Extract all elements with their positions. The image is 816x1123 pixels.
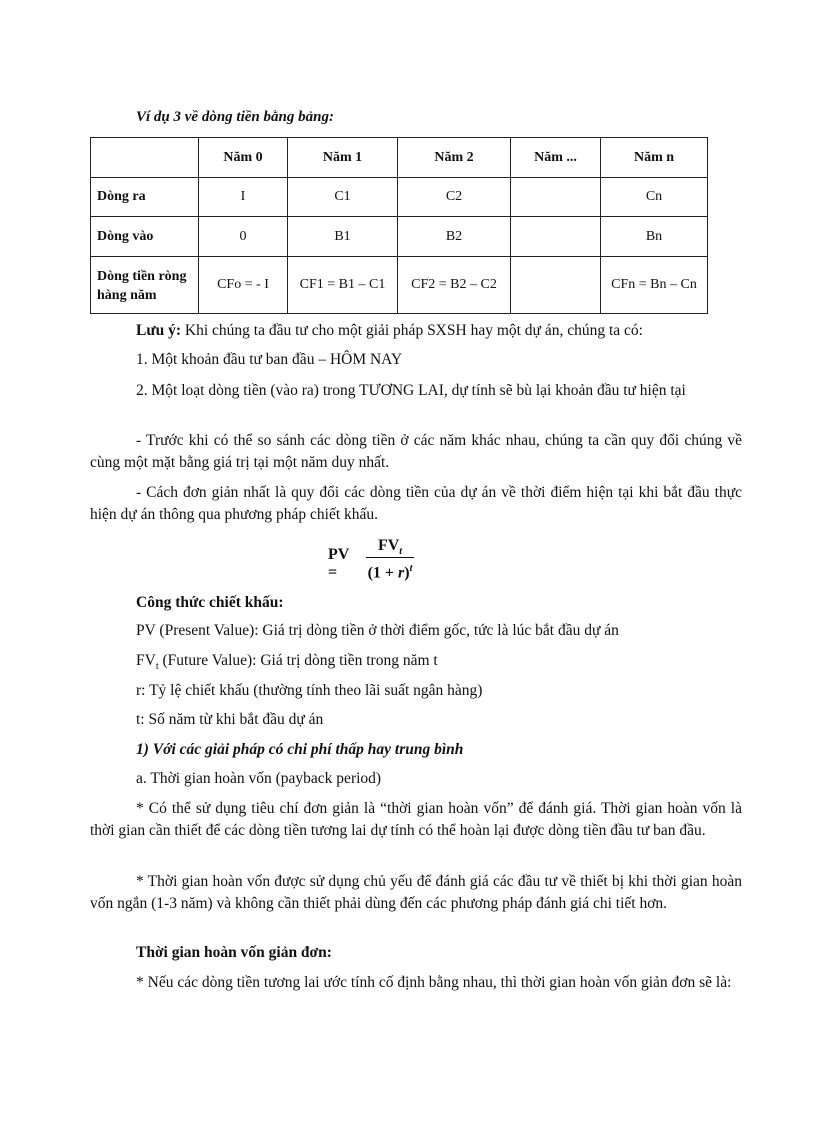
table-cell: C1 [288, 178, 398, 217]
formula-numerator-text: FV [377, 537, 400, 554]
fv-description: (Future Value): Giá trị dòng tiền trong năm t [158, 652, 438, 669]
table-cell: CFn = Bn – Cn [601, 257, 708, 314]
note-paragraph [136, 320, 716, 342]
table-header-cell: Năm ... [511, 138, 601, 178]
note-text: Khi chúng ta đầu tư cho một giải pháp SXSH hay một dự án, chúng ta có: [181, 322, 643, 339]
fv-symbol: FV [136, 652, 156, 669]
table-cell [511, 217, 601, 257]
subsection-heading: Thời gian hoàn vốn giản đơn: [136, 944, 332, 961]
table-header-row [91, 138, 708, 178]
definition-item: PV (Present Value): Giá trị dòng tiền ở thời điểm gốc, tức là lúc bắt đầu dự án [136, 622, 619, 639]
table-cell: CF2 = B2 – C2 [398, 257, 511, 314]
table-cell: I [199, 178, 288, 217]
formula-numerator-sub: t [399, 546, 403, 558]
table-cell: Bn [601, 217, 708, 257]
definition-item: r: Tỷ lệ chiết khấu (thường tính theo lãi suất ngân hàng) [136, 682, 483, 699]
table-row [91, 178, 708, 217]
section-title: Công thức chiết khấu: [136, 594, 284, 611]
list-item: 2. Một loạt dòng tiền (vào ra) trong TƯƠNG LAI, dự tính sẽ bù lại khoản đầu tư hiện tại [136, 382, 686, 399]
formula-numerator [366, 536, 414, 556]
table-cell: CFo = - I [199, 257, 288, 314]
row-label: Dòng tiền ròng hàng năm [91, 257, 199, 314]
formula-denominator [366, 559, 414, 582]
table-header-cell: Năm n [601, 138, 708, 178]
table-cell: 0 [199, 217, 288, 257]
example-heading: Ví dụ 3 về dòng tiền bằng bảng: [136, 109, 334, 125]
table-cell: B1 [288, 217, 398, 257]
table-header-cell [91, 138, 199, 178]
table-row [91, 257, 708, 314]
table-cell [511, 178, 601, 217]
table-header-cell: Năm 2 [398, 138, 511, 178]
paragraph: * Thời gian hoàn vốn được sử dụng chủ yếu để đánh giá các đầu tư về thiết bị khi thời gian hoàn vốn ngắn (1-3 năm) và không cần thiết phải dùng đến các phương pháp đánh giá chi tiết hơn. [90, 873, 742, 912]
paragraph: - Cách đơn giản nhất là quy đổi các dòng tiền của dự án về thời điểm hiện tại khi bắt đầu thực hiện dự án thông qua phương pháp chiết khấu. [90, 484, 742, 523]
definition-item [136, 650, 736, 678]
paragraph: * Nếu các dòng tiền tương lai ước tính cố định bằng nhau, thì thời gian hoàn vốn giản đơn sẽ là: [136, 974, 732, 991]
paragraph: - Trước khi có thể so sánh các dòng tiền ở các năm khác nhau, chúng ta cần quy đổi chúng về cùng một mặt bằng giá trị tại một năm duy nhất. [90, 432, 742, 471]
paragraph: * Có thể sử dụng tiêu chí đơn giản là “thời gian hoàn vốn” để đánh giá. Thời gian hoàn vốn là thời gian cần thiết để các dòng tiền tương lai dự tính có thể hoàn lại được dòng tiền đầu tư ban đầu. [90, 800, 742, 839]
formula-den-var: r [398, 564, 405, 582]
formula-den-open: (1 + [367, 564, 399, 582]
formula-lhs: PV = [328, 546, 350, 581]
table-header-cell: Năm 0 [199, 138, 288, 178]
fv-subscript: t [155, 661, 159, 673]
cash-flow-table [90, 137, 708, 314]
table-cell: B2 [398, 217, 511, 257]
formula-den-close: ) [404, 564, 410, 582]
row-label: Dòng vào [91, 217, 199, 257]
note-label: Lưu ý: [136, 322, 182, 339]
table-cell: C2 [398, 178, 511, 217]
formula-den-sup: t [409, 563, 413, 574]
table-header-cell: Năm 1 [288, 138, 398, 178]
table-row [91, 217, 708, 257]
definition-item: t: Số năm từ khi bắt đầu dự án [136, 711, 324, 728]
table-cell: Cn [601, 178, 708, 217]
table-cell: CF1 = B1 – C1 [288, 257, 398, 314]
row-label: Dòng ra [91, 178, 199, 217]
fraction-bar [366, 557, 414, 558]
subsection-heading: a. Thời gian hoàn vốn (payback period) [136, 770, 382, 787]
section-heading: 1) Với các giải pháp có chi phí thấp hay trung bình [136, 741, 464, 758]
list-item: 1. Một khoản đầu tư ban đầu – HÔM NAY [136, 351, 403, 368]
formula-fraction [366, 536, 414, 582]
table-cell [511, 257, 601, 314]
